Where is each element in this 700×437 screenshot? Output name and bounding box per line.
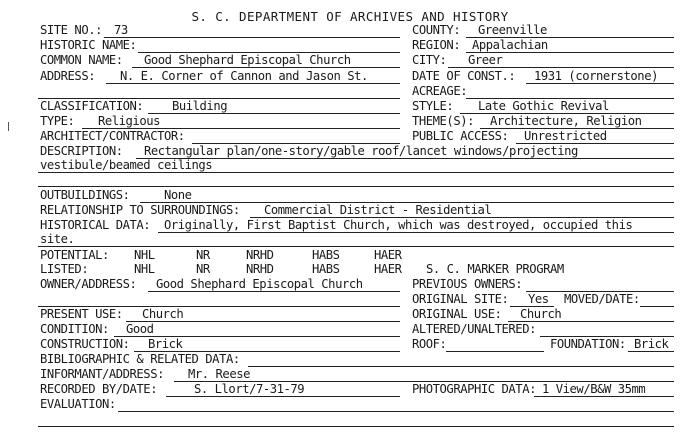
listed-label: LISTED:: [40, 262, 89, 276]
historic-name-label: HISTORIC NAME:: [40, 38, 137, 52]
evaluation-label: EVALUATION:: [40, 397, 116, 411]
architect-label: ARCHITECT/CONTRACTOR:: [40, 129, 185, 143]
site-no-label: SITE NO.:: [40, 23, 102, 37]
roof-label: ROOF:: [412, 337, 447, 351]
historical-data-label: HISTORICAL DATA:: [40, 218, 151, 232]
condition-value: Good: [126, 322, 154, 336]
original-site-value: Yes: [528, 292, 549, 306]
type-label: TYPE:: [40, 114, 75, 128]
recorded-by-label: RECORDED BY/DATE:: [40, 382, 158, 396]
listed-haer: HAER: [374, 262, 402, 276]
classification-label: CLASSIFICATION:: [40, 99, 144, 113]
bibliographic-label: BIBLIOGRAPHIC & RELATED DATA:: [40, 352, 240, 366]
relationship-value: Commercial District - Residential: [264, 203, 492, 217]
original-use-label: ORIGINAL USE:: [412, 307, 502, 321]
construction-value: Brick: [148, 337, 183, 351]
potential-nhl: NHL: [134, 248, 155, 262]
condition-label: CONDITION:: [40, 322, 109, 336]
themes-label: THEME(S):: [412, 114, 474, 128]
style-label: STYLE:: [412, 99, 454, 113]
outbuildings-label: OUTBUILDINGS:: [40, 188, 130, 202]
photographic-data-label: PHOTOGRAPHIC DATA:: [412, 382, 536, 396]
margin-mark: [8, 122, 9, 131]
potential-label: POTENTIAL:: [40, 248, 109, 262]
form-title: S. C. DEPARTMENT OF ARCHIVES AND HISTORY: [191, 9, 509, 24]
listed-nhl: NHL: [134, 262, 155, 276]
site-no-value: 73: [114, 23, 128, 37]
marker-program-heading: S. C. MARKER PROGRAM: [426, 262, 564, 276]
themes-value: Architecture, Religion: [490, 114, 642, 128]
common-name-label: COMMON NAME:: [40, 53, 123, 67]
potential-nr: NR: [196, 248, 210, 262]
description-label: DESCRIPTION:: [40, 144, 123, 158]
date-of-const-value: 1931 (cornerstone): [534, 69, 658, 83]
potential-habs: HABS: [312, 248, 340, 262]
date-of-const-label: DATE OF CONST.:: [412, 69, 516, 83]
type-value: Religious: [98, 114, 160, 128]
present-use-label: PRESENT USE:: [40, 307, 123, 321]
owner-address-value: Good Shephard Episcopal Church: [156, 277, 363, 291]
owner-address-label: OWNER/ADDRESS:: [40, 277, 137, 291]
foundation-value: Brick: [634, 337, 669, 351]
potential-haer: HAER: [374, 248, 402, 262]
historical-data-line1: Originally, First Baptist Church, which was destroyed, occupied this: [164, 218, 633, 232]
region-value: Appalachian: [472, 38, 548, 52]
relationship-label: RELATIONSHIP TO SURROUNDINGS:: [40, 203, 240, 217]
style-value: Late Gothic Revival: [478, 99, 609, 113]
public-access-value: Unrestricted: [524, 129, 607, 143]
moved-date-label: MOVED/DATE:: [564, 292, 640, 306]
listed-habs: HABS: [312, 262, 340, 276]
previous-owners-label: PREVIOUS OWNERS:: [412, 277, 523, 291]
county-label: COUNTY:: [412, 23, 461, 37]
address-value: N. E. Corner of Cannon and Jason St.: [120, 69, 368, 83]
recorded-by-value: S. Llort/7-31-79: [194, 382, 305, 396]
description-line2: vestibule/beamed ceilings: [40, 158, 213, 172]
historical-data-line2: site.: [40, 232, 75, 246]
address-label: ADDRESS:: [40, 69, 96, 83]
city-value: Greer: [468, 53, 503, 67]
acreage-label: ACREAGE:: [412, 84, 468, 98]
listed-nr: NR: [196, 262, 210, 276]
foundation-label: FOUNDATION:: [550, 337, 626, 351]
county-value: Greenville: [478, 23, 547, 37]
potential-nrhd: NRHD: [246, 248, 274, 262]
city-label: CITY:: [412, 53, 447, 67]
photographic-data-value: 1 View/B&W 35mm: [542, 382, 646, 396]
region-label: REGION:: [412, 38, 461, 52]
outbuildings-value: None: [164, 188, 192, 202]
original-site-label: ORIGINAL SITE:: [412, 292, 509, 306]
present-use-value: Church: [142, 307, 184, 321]
informant-label: INFORMANT/ADDRESS:: [40, 367, 164, 381]
informant-value: Mr. Reese: [188, 367, 250, 381]
construction-label: CONSTRUCTION:: [40, 337, 130, 351]
altered-label: ALTERED/UNALTERED:: [412, 322, 536, 336]
common-name-value: Good Shephard Episcopal Church: [144, 53, 351, 67]
classification-value: Building: [172, 99, 228, 113]
listed-nrhd: NRHD: [246, 262, 274, 276]
original-use-value: Church: [520, 307, 562, 321]
description-line1: Rectangular plan/one-story/gable roof/lancet windows/projecting: [144, 144, 578, 158]
public-access-label: PUBLIC ACCESS:: [412, 129, 509, 143]
